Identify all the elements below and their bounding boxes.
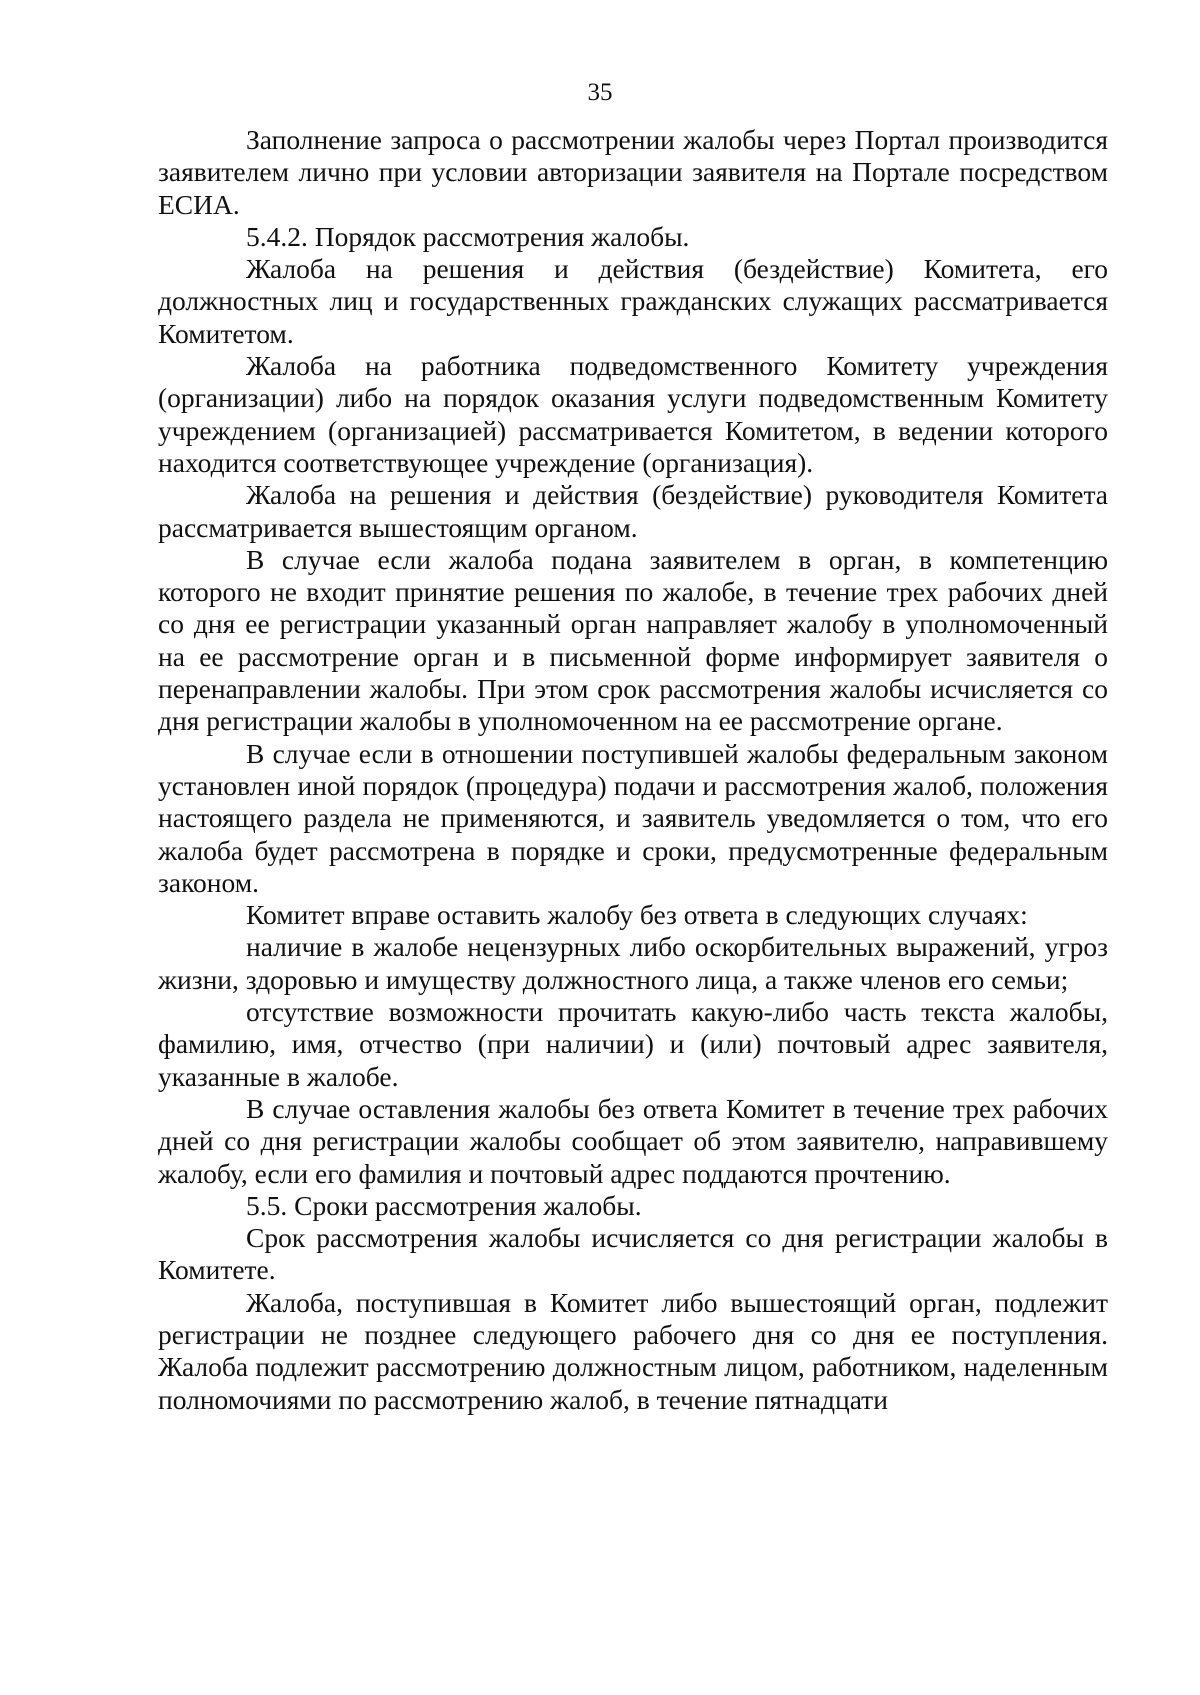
paragraph-no-answer-notice: В случае оставления жалобы без ответа Комитет в течение трех рабочих дней со дня регистрации жалобы сообщает об этом заявителю, направившему жалобу, если его фамилия и почтовый адрес поддаются прочтению. (158, 1092, 1108, 1189)
paragraph-case-unreadable: отсутствие возможности прочитать какую-либо часть текста жалобы, фамилию, имя, отчество (при наличии) и (или) почтовый адрес заявителя, указанные в жалобе. (158, 996, 1108, 1092)
section-heading-5-5: 5.5. Сроки рассмотрения жалобы. (246, 1189, 642, 1221)
page-number: 35 (587, 79, 613, 106)
paragraph-subordinate-institution: Жалоба на работника подведомственного Комитету учреждения (организации) либо на порядок оказания услуги подведомственным Комитету учреждением (организацией) рассматривается Комитетом, в ведении которого находится соответствующее учреждение (организация). (158, 350, 1108, 478)
paragraph-registration-term: Жалоба, поступившая в Комитет либо вышестоящий орган, подлежит регистрации не позднее следующего рабочего дня со дня ее поступления. Жалоба подлежит рассмотрению должностным лицом, работником, наделенным полномочиями по рассмотрению жалоб, в течение пятнадцати (158, 1286, 1108, 1415)
section-heading-5-4-2: 5.4.2. Порядок рассмотрения жалобы. (246, 220, 690, 252)
paragraph-portal-request: Заполнение запроса о рассмотрении жалобы через Портал производится заявителем лично при условии авторизации заявителя на Портале посредством ЕСИА. (158, 124, 1108, 220)
paragraph-federal-law: В случае если в отношении поступившей жалобы федеральным законом установлен иной порядок (процедура) подачи и рассмотрения жалоб, положения настоящего раздела не применяются, и заявитель уведомляется о том, что его жалоба будет рассмотрена в порядке и сроки, предусмотренные федеральным законом. (158, 737, 1108, 898)
paragraph-head-complaint: Жалоба на решения и действия (бездействие) руководителя Комитета рассматривается вышестоящим органом. (158, 479, 1108, 543)
paragraph-redirection: В случае если жалоба подана заявителем в орган, в компетенцию которого не входит принятие решения по жалобе, в течение трех рабочих дней со дня ее регистрации указанный орган направляет жалобу в уполномоченный на ее рассмотрение орган и в письменной форме информирует заявителя о перенаправлении жалобы. При этом срок рассмотрения жалобы исчисляется со дня регистрации жалобы в уполномоченном на ее рассмотрение органе. (158, 543, 1108, 737)
paragraph-term-start: Срок рассмотрения жалобы исчисляется со дня регистрации жалобы в Комитете. (158, 1222, 1108, 1286)
paragraph-case-obscene: наличие в жалобе нецензурных либо оскорбительных выражений, угроз жизни, здоровью и имуществу должностного лица, а также членов его семьи; (158, 931, 1108, 995)
paragraph-committee-complaint: Жалоба на решения и действия (бездействие) Комитета, его должностных лиц и государственных гражданских служащих рассматривается Комитетом. (158, 253, 1108, 349)
paragraph-no-answer-cases: Комитет вправе оставить жалобу без ответа в следующих случаях: (246, 899, 1028, 931)
document-body (158, 124, 1108, 1416)
